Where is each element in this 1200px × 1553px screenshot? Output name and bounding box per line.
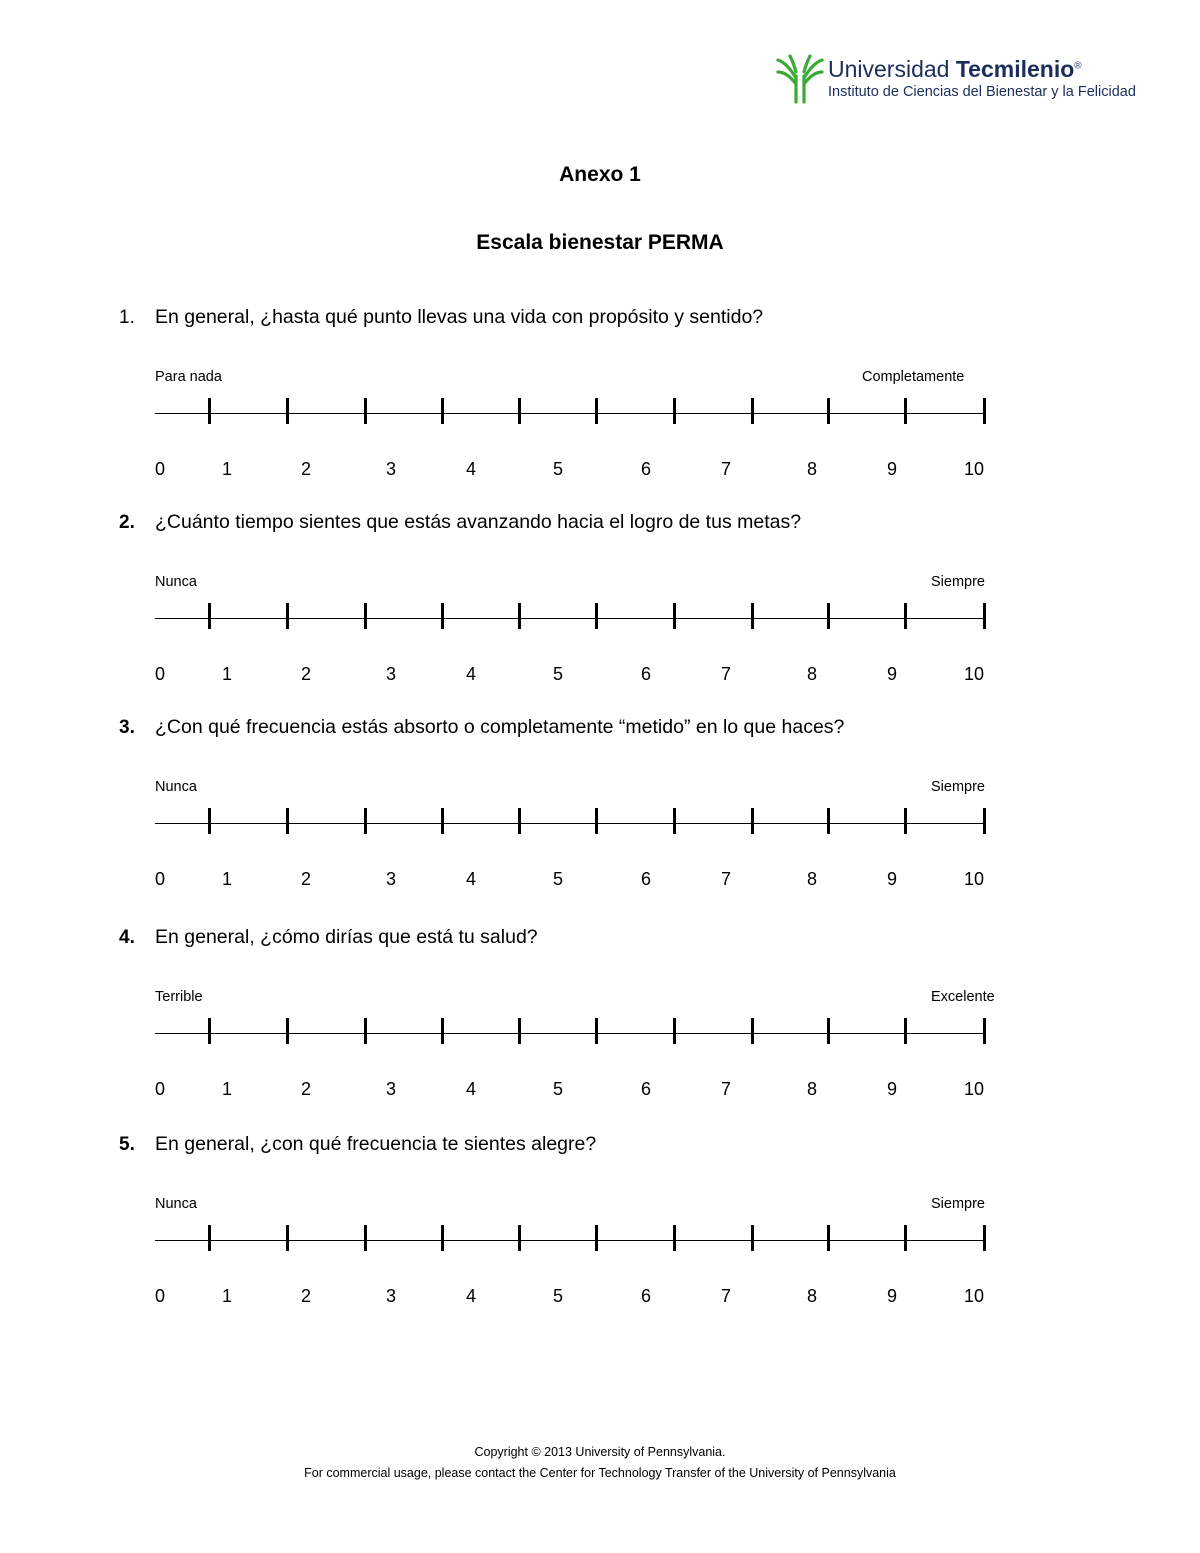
scale-number: 7 (721, 869, 732, 889)
question-item (0, 928, 1200, 1128)
scale-number: 7 (721, 459, 732, 479)
question-number: 4. (119, 927, 135, 948)
question-text: ¿Cuánto tiempo sientes que estás avanzando hacia el logro de tus metas? (155, 511, 802, 533)
scale-line (155, 823, 985, 824)
question-item (0, 718, 1200, 918)
scale-number: 6 (641, 664, 652, 684)
scale-tick-6[interactable] (673, 603, 676, 629)
scale-tick-3[interactable] (441, 1018, 444, 1044)
rating-scale[interactable] (153, 601, 993, 635)
scale-tick-7[interactable] (751, 1225, 754, 1251)
scale-number: 1 (222, 459, 233, 479)
scale-tick-9[interactable] (904, 603, 907, 629)
question-item (0, 513, 1200, 713)
rating-scale[interactable] (153, 1016, 993, 1050)
scale-number: 7 (721, 1079, 732, 1099)
scale-number: 9 (887, 459, 898, 479)
scale-number: 8 (807, 869, 818, 889)
scale-tick-8[interactable] (827, 603, 830, 629)
scale-number: 2 (301, 1079, 312, 1099)
scale-tick-7[interactable] (751, 1018, 754, 1044)
scale-tick-5[interactable] (595, 808, 598, 834)
scale-number: 8 (807, 664, 818, 684)
question-item (0, 1135, 1200, 1335)
scale-number: 4 (466, 1079, 477, 1099)
scale-tick-5[interactable] (595, 1225, 598, 1251)
scale-number: 1 (222, 1286, 233, 1306)
scale-number: 1 (222, 869, 233, 889)
question-text: En general, ¿con qué frecuencia te sientes alegre? (155, 1133, 597, 1155)
scale-high-label: Siempre (931, 574, 985, 590)
question-text: En general, ¿hasta qué punto llevas una vida con propósito y sentido? (155, 306, 764, 328)
scale-number: 0 (155, 459, 166, 479)
scale-tick-8[interactable] (827, 1225, 830, 1251)
scale-tick-8[interactable] (827, 1018, 830, 1044)
rating-scale[interactable] (153, 806, 993, 840)
copyright-note: Copyright © 2013 University of Pennsylvania. (474, 1445, 726, 1459)
scale-tick-2[interactable] (364, 603, 367, 629)
scale-number: 5 (553, 1286, 564, 1306)
scale-number: 5 (553, 664, 564, 684)
scale-tick-0[interactable] (208, 808, 211, 834)
scale-tick-2[interactable] (364, 1018, 367, 1044)
scale-number: 0 (155, 1079, 166, 1099)
scale-number: 1 (222, 664, 233, 684)
scale-low-label: Nunca (155, 1196, 197, 1212)
scale-tick-1[interactable] (286, 1018, 289, 1044)
scale-tick-2[interactable] (364, 1225, 367, 1251)
scale-high-label: Siempre (931, 1196, 985, 1212)
scale-number: 7 (721, 1286, 732, 1306)
scale-number: 10 (964, 869, 985, 889)
scale-number: 9 (887, 1286, 898, 1306)
question-number: 3. (119, 717, 135, 738)
scale-low-label: Nunca (155, 779, 197, 795)
scale-number: 5 (553, 1079, 564, 1099)
scale-tick-5[interactable] (595, 398, 598, 424)
scale-number: 3 (386, 459, 397, 479)
scale-low-label: Para nada (155, 369, 222, 385)
scale-tick-9[interactable] (904, 808, 907, 834)
scale-number: 9 (887, 664, 898, 684)
scale-number: 2 (301, 459, 312, 479)
scale-number: 4 (466, 459, 477, 479)
scale-number: 3 (386, 1286, 397, 1306)
scale-number: 3 (386, 869, 397, 889)
scale-tick-7[interactable] (751, 603, 754, 629)
scale-line (155, 1033, 985, 1034)
scale-tick-6[interactable] (673, 808, 676, 834)
scale-tick-1[interactable] (286, 808, 289, 834)
scale-number: 6 (641, 869, 652, 889)
scale-tick-10[interactable] (983, 1018, 986, 1044)
scale-line (155, 413, 985, 414)
scale-number: 8 (807, 1286, 818, 1306)
scale-tick-9[interactable] (904, 398, 907, 424)
scale-tick-6[interactable] (673, 398, 676, 424)
scale-tick-7[interactable] (751, 398, 754, 424)
scale-tick-10[interactable] (983, 808, 986, 834)
scale-tick-4[interactable] (518, 808, 521, 834)
question-number: 2. (119, 512, 135, 533)
scale-tick-0[interactable] (208, 1225, 211, 1251)
scale-tick-1[interactable] (286, 398, 289, 424)
scale-number: 0 (155, 869, 166, 889)
scale-tick-3[interactable] (441, 603, 444, 629)
rating-scale[interactable] (153, 1223, 993, 1257)
scale-tick-5[interactable] (595, 603, 598, 629)
question-item (0, 308, 1200, 508)
question-number: 1. (119, 307, 135, 328)
scale-number: 10 (964, 1286, 985, 1306)
annex-title: Anexo 1 (559, 163, 641, 186)
scale-low-label: Nunca (155, 574, 197, 590)
scale-tick-4[interactable] (518, 603, 521, 629)
rating-scale[interactable] (153, 396, 993, 430)
scale-number: 0 (155, 1286, 166, 1306)
scale-tick-0[interactable] (208, 1018, 211, 1044)
scale-tick-9[interactable] (904, 1018, 907, 1044)
scale-number: 6 (641, 459, 652, 479)
scale-tick-5[interactable] (595, 1018, 598, 1044)
scale-number: 7 (721, 664, 732, 684)
scale-tick-3[interactable] (441, 808, 444, 834)
scale-number: 3 (386, 664, 397, 684)
scale-low-label: Terrible (155, 989, 203, 1005)
scale-number: 0 (155, 664, 166, 684)
scale-number: 9 (887, 1079, 898, 1099)
scale-number: 9 (887, 869, 898, 889)
scale-tick-1[interactable] (286, 603, 289, 629)
scale-high-label: Excelente (931, 989, 995, 1005)
scale-number: 8 (807, 1079, 818, 1099)
scale-line (155, 1240, 985, 1241)
scale-number: 1 (222, 1079, 233, 1099)
commercial-usage-note: For commercial usage, please contact the Center for Technology Transfer of the University of Pennsylvania (304, 1466, 896, 1480)
scale-number: 4 (466, 869, 477, 889)
scale-tick-4[interactable] (518, 1018, 521, 1044)
tecmilenio-leaf-logo-icon (776, 54, 824, 104)
scale-tick-2[interactable] (364, 398, 367, 424)
question-text: En general, ¿cómo dirías que está tu salud? (155, 926, 538, 948)
scale-tick-3[interactable] (441, 398, 444, 424)
scale-tick-10[interactable] (983, 398, 986, 424)
scale-number: 4 (466, 664, 477, 684)
scale-tick-7[interactable] (751, 808, 754, 834)
scale-tick-4[interactable] (518, 398, 521, 424)
scale-tick-0[interactable] (208, 398, 211, 424)
scale-tick-10[interactable] (983, 1225, 986, 1251)
university-name: Universidad Tecmilenio® (828, 56, 1082, 82)
scale-line (155, 618, 985, 619)
scale-tick-6[interactable] (673, 1018, 676, 1044)
scale-number: 2 (301, 869, 312, 889)
question-number: 5. (119, 1134, 135, 1155)
scale-tick-2[interactable] (364, 808, 367, 834)
scale-tick-4[interactable] (518, 1225, 521, 1251)
question-text: ¿Con qué frecuencia estás absorto o completamente “metido” en lo que haces? (155, 716, 845, 738)
scale-tick-6[interactable] (673, 1225, 676, 1251)
scale-tick-10[interactable] (983, 603, 986, 629)
scale-number: 10 (964, 1079, 985, 1099)
scale-tick-3[interactable] (441, 1225, 444, 1251)
scale-tick-9[interactable] (904, 1225, 907, 1251)
scale-number: 10 (964, 459, 985, 479)
scale-tick-1[interactable] (286, 1225, 289, 1251)
scale-number: 5 (553, 869, 564, 889)
scale-number: 4 (466, 1286, 477, 1306)
scale-number: 2 (301, 1286, 312, 1306)
scale-title: Escala bienestar PERMA (476, 231, 724, 254)
scale-high-label: Siempre (931, 779, 985, 795)
scale-number: 8 (807, 459, 818, 479)
institute-subtitle: Instituto de Ciencias del Bienestar y la Felicidad (828, 84, 1136, 100)
university-logo (776, 54, 1166, 106)
scale-tick-0[interactable] (208, 603, 211, 629)
scale-number: 10 (964, 664, 985, 684)
scale-tick-8[interactable] (827, 808, 830, 834)
scale-number: 6 (641, 1286, 652, 1306)
scale-number: 2 (301, 664, 312, 684)
scale-number: 5 (553, 459, 564, 479)
scale-tick-8[interactable] (827, 398, 830, 424)
scale-high-label: Completamente (862, 369, 965, 385)
scale-number: 3 (386, 1079, 397, 1099)
scale-number: 6 (641, 1079, 652, 1099)
